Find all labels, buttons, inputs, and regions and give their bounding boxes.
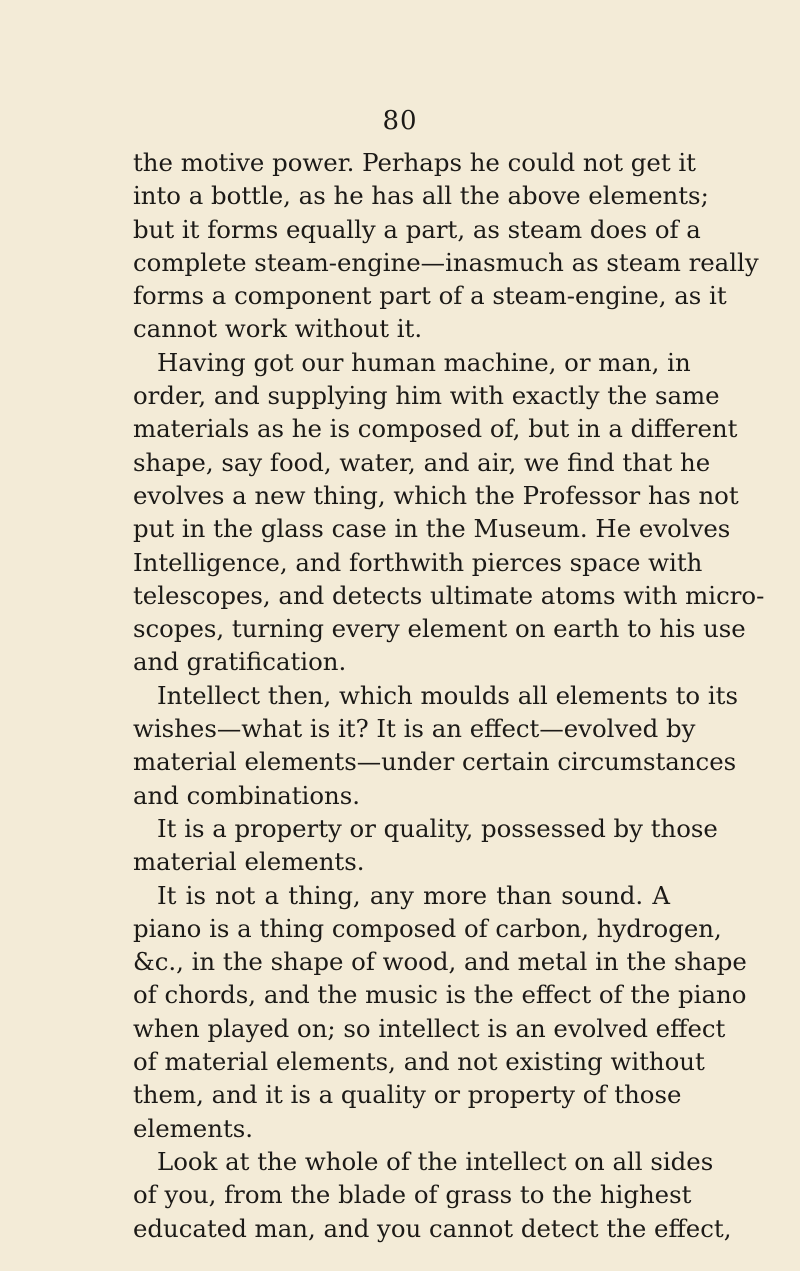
text-line: and combinations. — [133, 780, 361, 810]
body-text — [133, 146, 765, 1245]
text-line: forms a component part of a steam-engine, as it — [133, 281, 727, 311]
text-line: into a bottle, as he has all the above elements; — [133, 181, 709, 211]
text-line: put in the glass case in the Museum. He evolves — [133, 514, 731, 544]
text-line: materials as he is composed of, but in a different — [133, 414, 738, 444]
text-line: elements. — [133, 1113, 254, 1143]
text-line: Having got our human machine, or man, in — [157, 347, 691, 377]
text-line: them, and it is a quality or property of those — [133, 1080, 682, 1110]
text-line: and gratification. — [133, 647, 347, 677]
text-line: It is not a thing, any more than sound. A — [157, 880, 670, 910]
text-line: piano is a thing composed of carbon, hydrogen, — [133, 913, 722, 943]
text-line: shape, say food, water, and air, we find that he — [133, 447, 711, 477]
text-line: when played on; so intellect is an evolved effect — [133, 1013, 726, 1043]
text-line: telescopes, and detects ultimate atoms with micro- — [133, 580, 765, 610]
page-number: 80 — [382, 106, 418, 136]
text-line: of material elements, and not existing without — [133, 1047, 705, 1077]
text-line: of chords, and the music is the effect of the piano — [133, 980, 747, 1010]
text-line: educated man, and you cannot detect the effect, — [133, 1213, 732, 1243]
text-line: &c., in the shape of wood, and metal in the shape — [133, 947, 747, 977]
text-line: but it forms equally a part, as steam does of a — [133, 214, 701, 244]
text-line: order, and supplying him with exactly the same — [133, 381, 720, 411]
text-line: evolves a new thing, which the Professor has not — [133, 480, 739, 510]
text-line: the motive power. Perhaps he could not get it — [133, 148, 696, 177]
text-line: complete steam-engine—inasmuch as steam really — [133, 247, 759, 277]
text-line: scopes, turning every element on earth to his use — [133, 614, 746, 644]
text-line: It is a property or quality, possessed by those — [157, 813, 718, 843]
text-line: material elements—under certain circumstances — [133, 747, 737, 777]
text-line: wishes—what is it? It is an effect—evolved by — [133, 714, 696, 744]
text-line: Look at the whole of the intellect on all sides — [157, 1146, 714, 1176]
text-line: of you, from the blade of grass to the highest — [133, 1180, 692, 1210]
text-line: cannot work without it. — [133, 314, 423, 344]
text-line: Intellect then, which moulds all elements to its — [157, 680, 738, 710]
text-line: material elements. — [133, 847, 365, 877]
text-line: Intelligence, and forthwith pierces space with — [133, 547, 703, 577]
